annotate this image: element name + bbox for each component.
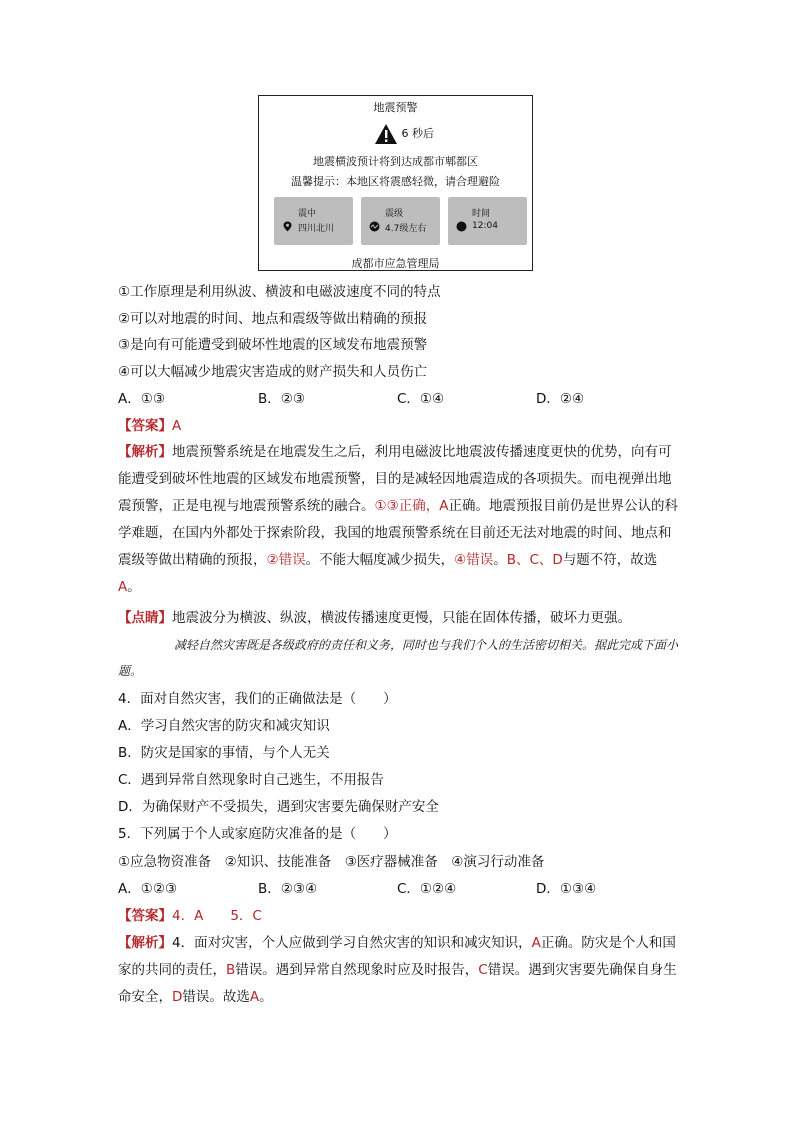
analysis-text: 。	[493, 552, 507, 568]
analysis-text: 。	[127, 579, 141, 595]
q4-option-c: C．遇到异常自然现象时自己逃生，不用报告	[118, 772, 384, 788]
analysis-text: 正确。防灾是个人和国家的共同的责任，	[118, 935, 676, 978]
alert-tile-magnitude	[361, 197, 440, 245]
alert-tile-epicenter	[274, 197, 353, 245]
tile-value: 四川北川	[298, 224, 335, 234]
analysis-text: 4．面对灾害，个人应做到学习自然灾害的知识和减灾知识，	[172, 935, 532, 951]
clock-icon	[456, 221, 467, 232]
statement-4: ④可以大幅减少地震灾害造成的财产损失和人员伤亡	[118, 364, 428, 380]
analysis-text: 正确。地震预报目前仍是世界公认的科学难题，在国内外都处于探索阶段，我国的地震预警系统在目前还无法对地震的时间、地点和震级等做出精确的预报，	[118, 498, 678, 568]
analysis-text: 错误。遇到灾害要先确保自身生命安全，	[118, 962, 677, 1005]
statement-1: ①工作原理是利用纵波、横波和电磁波速度不同的特点	[118, 284, 441, 300]
q4-stem: 4．面对自然灾害，我们的正确做法是（ ）	[118, 691, 397, 707]
analysis-highlight: ④错误	[454, 552, 494, 568]
q5-option-b: B．②③④	[258, 881, 318, 897]
answer-label: 【答案】	[118, 418, 172, 434]
analysis-label: 【解析】	[118, 935, 172, 951]
q3-note	[118, 608, 631, 628]
alert-countdown: 6 秒后	[401, 127, 434, 140]
tile-value: 4.7级左右	[385, 224, 427, 234]
wave-icon	[369, 221, 380, 232]
analysis-text: 。	[259, 989, 273, 1005]
analysis-highlight: D	[172, 989, 183, 1005]
analysis-highlight: B	[226, 962, 236, 978]
analysis-text: 与题不符，故选	[562, 552, 658, 568]
analysis-highlight: A	[531, 935, 541, 951]
tile-label: 震中	[298, 209, 317, 219]
q45-answer	[118, 906, 262, 926]
analysis-label: 【解析】	[118, 444, 172, 460]
q3-answer	[118, 416, 181, 436]
q3-option-c: C．①④	[397, 391, 445, 407]
q5-option-c: C．①②④	[397, 881, 457, 897]
earthquake-alert-card	[258, 95, 533, 271]
analysis-highlight: ②错误	[266, 552, 306, 568]
analysis-highlight: ①③正确，	[374, 498, 440, 514]
q5-option-d: D．①③④	[536, 881, 597, 897]
warning-icon	[374, 123, 398, 145]
analysis-text: 。不能大幅度减少损失，	[305, 552, 455, 568]
note-label: 【点睛】	[118, 610, 172, 626]
q3-option-a: A．①③	[118, 391, 165, 407]
statement-3: ③是向有可能遭受到破坏性地震的区域发布地震预警	[118, 337, 428, 353]
analysis-text: 错误。遇到异常自然现象时应及时报告，	[235, 962, 479, 978]
q5-items: ①应急物资准备 ②知识、技能准备 ③医疗器械准备 ④演习行动准备	[118, 854, 545, 870]
alert-title: 地震预警	[373, 101, 418, 114]
q3-analysis	[118, 439, 678, 601]
analysis-highlight: A	[249, 989, 260, 1005]
analysis-highlight: B、C、D	[506, 552, 563, 568]
q3-option-b: B．②③	[258, 391, 305, 407]
statement-2: ②可以对地震的时间、地点和震级等做出精确的预报	[118, 311, 428, 327]
analysis-highlight: A	[118, 579, 128, 595]
q45-analysis	[118, 930, 678, 1011]
analysis-highlight: C	[478, 962, 488, 978]
analysis-text: 错误。故选	[182, 989, 250, 1005]
alert-tip: 温馨提示：本地区将震感轻微，请合理避险	[291, 175, 500, 188]
alert-tile-time	[448, 197, 527, 245]
q5-stem: 5．下列属于个人或家庭防灾准备的是（ ）	[118, 826, 397, 842]
tile-label: 时间	[472, 209, 491, 219]
alert-countdown-row	[374, 123, 434, 145]
q4-option-d: D．为确保财产不受损失，遇到灾害要先确保财产安全	[118, 799, 439, 815]
q5-option-a: A．①②③	[118, 881, 178, 897]
analysis-highlight: A	[439, 498, 449, 514]
tile-value: 12:04	[472, 221, 498, 231]
section-intro: 减轻自然灾害既是各级政府的责任和义务，同时也与我们个人的生活密切相关。据此完成下面小题。	[118, 638, 679, 678]
answer-value: A	[172, 418, 182, 434]
answer-label: 【答案】	[118, 908, 172, 924]
answer-value: 4．A 5．C	[172, 908, 262, 924]
tile-label: 震级	[385, 209, 404, 219]
q3-option-d: D．②④	[536, 391, 585, 407]
note-text: 地震波分为横波、纵波，横波传播速度更慢，只能在固体传播，破坏力更强。	[172, 610, 631, 626]
alert-message: 地震横波预计将到达成都市郫都区	[313, 155, 478, 168]
location-pin-icon	[282, 221, 293, 232]
q4-option-a: A．学习自然灾害的防灾和减灾知识	[118, 718, 330, 734]
analysis-text: 地震预警系统是在地震发生之后，利用电磁波比地震波传播速度更快的优势，向有可能遭受到破坏性地震的区域发布地震预警，目的是减轻因地震造成的各项损失。而电视弹出地震预警，正是电视与地震预警系统的融合。	[118, 444, 672, 514]
q4-option-b: B．防灾是国家的事情，与个人无关	[118, 745, 330, 761]
alert-footer: 成都市应急管理局	[351, 257, 440, 270]
